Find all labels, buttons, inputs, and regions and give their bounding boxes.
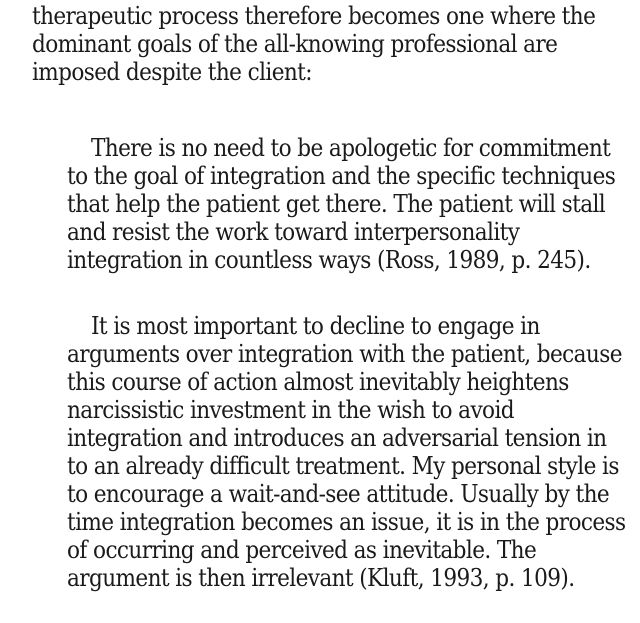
text-line: this course of action almost inevitably heightens: [67, 368, 569, 396]
text-line: integration and introduces an adversarial tension in: [67, 424, 607, 452]
text-line: integration in countless ways (Ross, 1989, p. 245).: [67, 246, 591, 274]
text-line: therapeutic process therefore becomes one where the: [32, 2, 596, 30]
text-line: that help the patient get there. The patient will stall: [67, 190, 606, 218]
text-line: of occurring and perceived as inevitable. The: [67, 536, 537, 564]
text-line: to an already difficult treatment. My personal style is: [67, 452, 619, 480]
text-line: to encourage a wait-and-see attitude. Usually by the: [67, 480, 610, 508]
text-line: dominant goals of the all-knowing professional are: [32, 30, 558, 58]
text-line: There is no need to be apologetic for commitment: [91, 134, 611, 162]
text-line: to the goal of integration and the specific techniques: [67, 162, 616, 190]
text-line: imposed despite the client:: [32, 58, 312, 86]
text-line: arguments over integration with the patient, because: [67, 340, 622, 368]
text-line: time integration becomes an issue, it is in the process: [67, 508, 626, 536]
text-line: narcissistic investment in the wish to avoid: [67, 396, 514, 424]
text-line: and resist the work toward interpersonality: [67, 218, 520, 246]
text-line: It is most important to decline to engage in: [91, 312, 540, 340]
text-line: argument is then irrelevant (Kluft, 1993, p. 109).: [67, 564, 575, 592]
